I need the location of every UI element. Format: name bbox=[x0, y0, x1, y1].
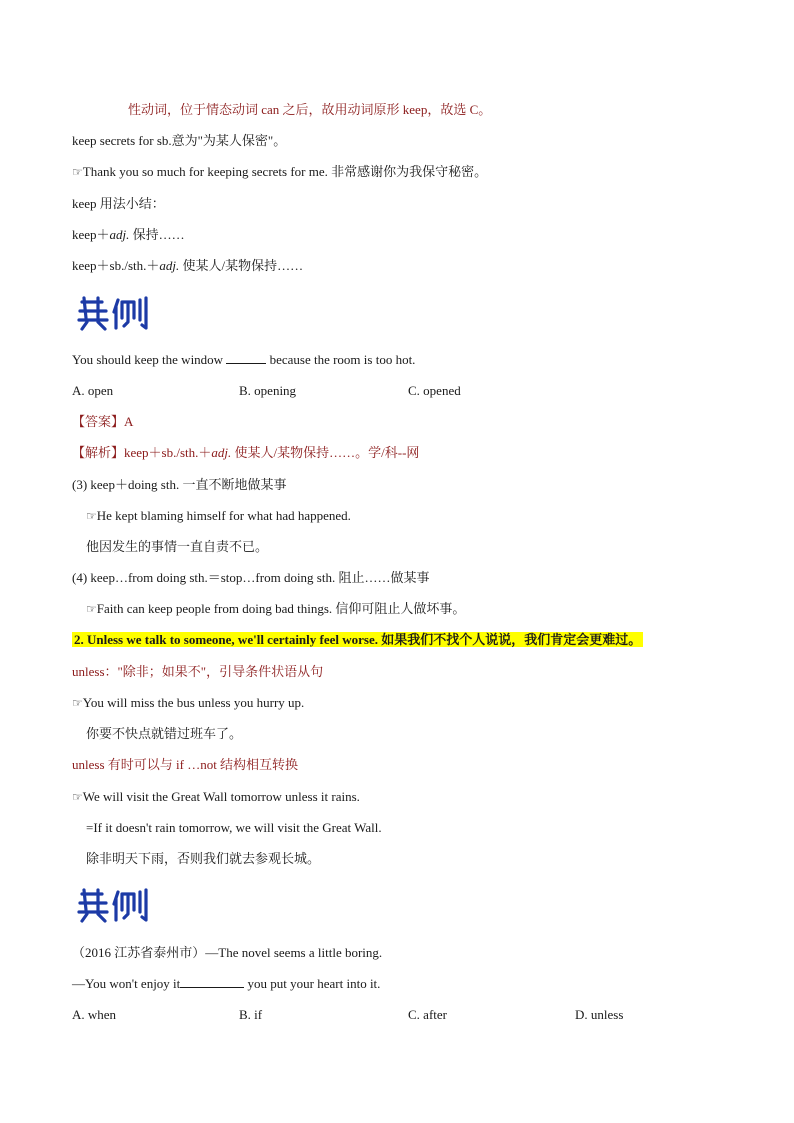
pointing-hand-icon: ☞ bbox=[72, 790, 83, 804]
example-sentence-kept-blaming bbox=[86, 507, 351, 525]
usage-meaning: 保持…… bbox=[129, 227, 185, 242]
pointing-hand-icon: ☞ bbox=[72, 165, 83, 179]
usage-pattern-italic: adj. bbox=[109, 227, 130, 242]
rewrite-great-wall: =If it doesn't rain tomorrow, we will visit the Great Wall. bbox=[86, 820, 382, 835]
example-text: He kept blaming himself for what had happened. bbox=[96, 508, 351, 523]
example-text: We will visit the Great Wall tomorrow unless it rains. bbox=[82, 789, 360, 804]
pointing-hand-icon: ☞ bbox=[86, 509, 97, 523]
question-text: because the room is too hot. bbox=[269, 352, 416, 367]
question-text: you put your heart into it. bbox=[244, 976, 381, 991]
answer-blank bbox=[180, 975, 244, 988]
option-b: B. if bbox=[239, 1007, 263, 1022]
translation-great-wall: 除非明天下雨，否则我们就去参观长城。 bbox=[86, 851, 321, 866]
example-sentence-miss-bus bbox=[72, 694, 304, 712]
answer-line bbox=[72, 413, 133, 431]
example-text: Faith can keep people from doing bad things. 信仰可阻止人做坏事。 bbox=[96, 601, 466, 616]
question-2-source-line: （2016 江苏省泰州市）—The novel seems a little boring. bbox=[72, 945, 383, 960]
answer-label: 【答案】 bbox=[72, 414, 125, 429]
option-a: A. open bbox=[72, 383, 114, 398]
analysis-text: keep＋sb./sth.＋ bbox=[124, 445, 212, 460]
example-sentence-great-wall bbox=[72, 788, 360, 806]
option-c: C. after bbox=[408, 1007, 447, 1022]
pointing-hand-icon: ☞ bbox=[86, 602, 97, 616]
example-sentence-keep-secrets bbox=[72, 163, 487, 181]
usage-meaning: 使某人/某物保持…… bbox=[179, 258, 304, 273]
example-logo-icon bbox=[76, 294, 150, 332]
analysis-line bbox=[72, 444, 419, 462]
usage-pattern: keep＋sb./sth.＋ bbox=[72, 258, 160, 273]
key-sentence-2 bbox=[72, 631, 643, 649]
example-text: Thank you so much for keeping secrets for me. 非常感谢你为我保守秘密。 bbox=[82, 164, 488, 179]
keep-from-heading: (4) keep…from doing sth.＝stop…from doing sth. 阻止……做某事 bbox=[72, 570, 430, 585]
option-a: A. when bbox=[72, 1007, 117, 1022]
unless-definition: unless："除非；如果不"，引导条件状语从句 bbox=[72, 664, 324, 679]
pointing-hand-icon: ☞ bbox=[72, 696, 83, 710]
usage-pattern: keep＋ bbox=[72, 227, 110, 242]
analysis-italic: adj. bbox=[211, 445, 232, 460]
keep-usage-summary-heading: keep 用法小结： bbox=[72, 196, 165, 211]
unless-if-not-note: unless 有时可以与 if …not 结构相互转换 bbox=[72, 757, 299, 772]
analysis-label: 【解析】 bbox=[72, 445, 125, 460]
option-c: C. opened bbox=[408, 383, 461, 398]
example-text: You will miss the bus unless you hurry up. bbox=[82, 695, 305, 710]
option-d: D. unless bbox=[575, 1007, 624, 1022]
usage-pattern-italic: adj. bbox=[159, 258, 180, 273]
option-b: B. opening bbox=[239, 383, 297, 398]
keep-usage-adj bbox=[72, 226, 185, 244]
question-1-stem bbox=[72, 351, 415, 369]
keep-usage-sb-adj bbox=[72, 257, 303, 275]
question-text: —You won't enjoy it bbox=[72, 976, 181, 991]
example-sentence-faith bbox=[86, 600, 465, 618]
question-2-stem bbox=[72, 975, 380, 993]
keep-doing-heading: (3) keep＋doing sth. 一直不断地做某事 bbox=[72, 477, 287, 492]
keep-secrets-note: keep secrets for sb.意为"为某人保密"。 bbox=[72, 133, 287, 148]
analysis-text: 使某人/某物保持……。学/科--网 bbox=[231, 445, 420, 460]
answer-blank bbox=[226, 351, 266, 364]
explanation-continuation: 性动词，位于情态动词 can 之后，故用动词原形 keep，故选 C。 bbox=[128, 102, 492, 117]
translation-miss-bus: 你要不快点就错过班车了。 bbox=[86, 726, 243, 741]
answer-value: A bbox=[124, 414, 134, 429]
translation-kept-blaming: 他因发生的事情一直自责不已。 bbox=[86, 539, 269, 554]
question-text: You should keep the window bbox=[72, 352, 224, 367]
example-logo-icon bbox=[76, 886, 150, 924]
highlighted-key-sentence: 2. Unless we talk to someone, we'll certainly feel worse. 如果我们不找个人说说，我们肯定会更难过。 bbox=[74, 632, 642, 647]
